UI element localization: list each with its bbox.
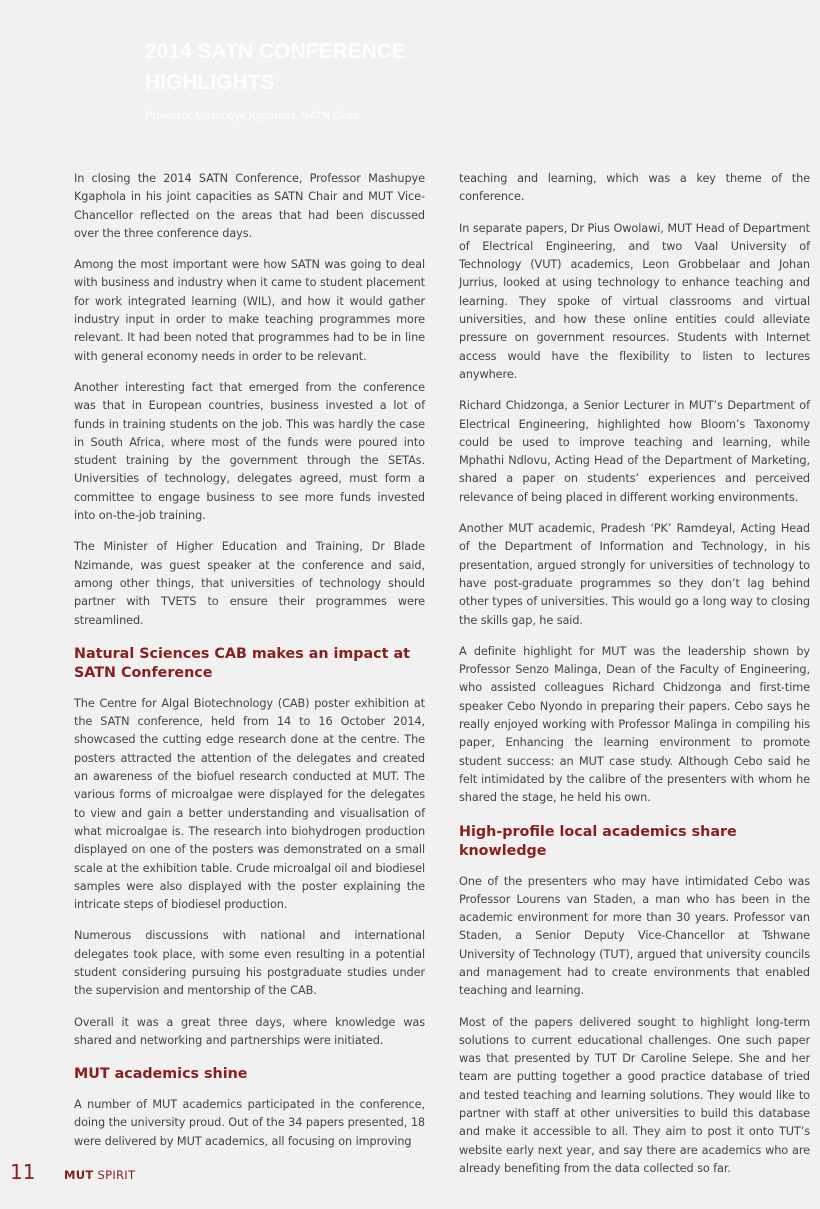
body-paragraph: Overall it was a great three days, where knowledge was shared and networking and partnerships were initiated. <box>74 1015 425 1047</box>
magazine-name-bold: MUT <box>64 1168 94 1182</box>
body-paragraph: Another interesting fact that emerged from the conference was that in European countries, business invested a lot of funds in training students on the job. This was hardly the case in South Africa, where most of the funds were poured into student training by the government through the SETAs. Universities of technology, delegates agreed, must form a committee to engage business to see more funds invested into on-the-job training. <box>74 380 425 523</box>
magazine-name-rest: SPIRIT <box>93 1168 136 1182</box>
banner-title: 2014 SATN CONFERENCE HIGHLIGHTS <box>145 40 407 94</box>
banner <box>145 36 475 122</box>
section-heading: Natural Sciences CAB makes an impact at SATN Conference <box>74 645 410 681</box>
body-paragraph: A definite highlight for MUT was the leadership shown by Professor Senzo Malinga, Dean of the Faculty of Engineering, who assisted colleagues Richard Chidzonga and first-time speaker Cebo Nyondo in preparing their papers. Cebo says he really enjoyed working with Professor Malinga in compiling his paper, Enhancing the learning environment to promote student success: an MUT case study. Although Cebo said he felt intimidated by the calibre of the presenters with whom he shared the stage, he held his own. <box>459 644 810 805</box>
body-paragraph: One of the presenters who may have intimidated Cebo was Professor Lourens van Staden, a man who has been in the academic environment for more than 30 years. Professor van Staden, a Senior Deputy Vice-Chancellor at Tshwane University of Technology (TUT), argued that university councils and management had to create environments that enabled teaching and learning. <box>459 874 810 998</box>
left-column <box>74 170 425 1164</box>
body-paragraph: A number of MUT academics participated in the conference, doing the university proud. Out of the 34 papers presented, 18 were delivered by MUT academics, all focusing on improving <box>74 1098 425 1148</box>
body-paragraph: teaching and learning, which was a key theme of the conference. <box>459 172 810 204</box>
body-paragraph: The Minister of Higher Education and Training, Dr Blade Nzimande, was guest speaker at the conference and said, among other things, that universities of technology should partner with TVETS to ensure their programmes were streamlined. <box>74 540 425 627</box>
body-paragraph: Most of the papers delivered sought to highlight long-term solutions to current educational challenges. One such paper was that presented by TUT Dr Caroline Selepe. She and her team are putting together a good practice database of tried and tested teaching and learning solutions. They would like to partner with staff at other universities to build this database and make it accessible to all. They aim to post it onto TUT’s website early next year, and say there are academics who are already benefiting from the data collected so far. <box>459 1015 810 1175</box>
body-paragraph: Another MUT academic, Pradesh ‘PK’ Ramdeyal, Acting Head of the Department of Information and Technology, in his presentation, argued strongly for universities of technology to have post-graduate programmes so they don’t lag behind other types of universities. This would go a long way to closing the skills gap, he said. <box>459 522 810 627</box>
page-number: 11 <box>10 1160 36 1184</box>
body-paragraph: Numerous discussions with national and international delegates took place, with some even resulting in a potential student considering pursuing his postgraduate studies under the supervision and mentorship of the CAB. <box>74 929 425 998</box>
body-paragraph: Richard Chidzonga, a Senior Lecturer in MUT’s Department of Electrical Engineering, highlighted how Bloom’s Taxonomy could be used to improve teaching and learning, while Mphathi Ndlovu, Acting Head of the Department of Marketing, shared a paper on students’ experiences and perceived relevance of being placed in different working environments. <box>459 399 810 504</box>
section-heading: MUT academics shine <box>74 1066 248 1083</box>
body-paragraph: Among the most important were how SATN was going to deal with business and industry when it came to student placement for work integrated learning (WIL), and how it would gather industry input in order to make teaching programmes more relevant. It had been noted that programmes had to be in line with general economy needs in order to be relevant. <box>74 258 425 363</box>
body-paragraph: In closing the 2014 SATN Conference, Professor Mashupye Kgaphola in his joint capacities as SATN Chair and MUT Vice-Chancellor reflected on the areas that had been discussed over the three conference days. <box>74 172 425 240</box>
banner-subtitle: Professor Mashupye Kgaphola, SATN Chair <box>145 110 360 122</box>
right-column <box>459 170 810 1191</box>
body-paragraph: The Centre for Algal Biotechnology (CAB) poster exhibition at the SATN conference, held from 14 to 16 October 2014, showcased the cutting edge research done at the centre. The posters attracted the attention of the delegates and created an awareness of the biofuel research conducted at MUT. The various forms of microalgae were displayed for the delegates to view and gain a better understanding and visualisation of what microalgae is. The research into biohydrogen production displayed on one of the posters was demonstrated on a small scale at the exhibition table. Crude microalgal oil and biodiesel samples were also displayed with the poster explaining the intricate steps of biodiesel production. <box>74 696 425 912</box>
magazine-name <box>64 1168 135 1182</box>
section-heading: High-profile local academics share knowledge <box>459 823 737 859</box>
body-paragraph: In separate papers, Dr Pius Owolawi, MUT Head of Department of Electrical Engineering, and two Vaal University of Technology (VUT) academics, Leon Grobbelaar and Johan Jurrius, looked at using technology to enhance teaching and learning. They spoke of virtual classrooms and virtual universities, and how these online entities could alleviate pressure on government resources. Students with Internet access would have the flexibility to listen to lectures anywhere. <box>459 221 810 381</box>
